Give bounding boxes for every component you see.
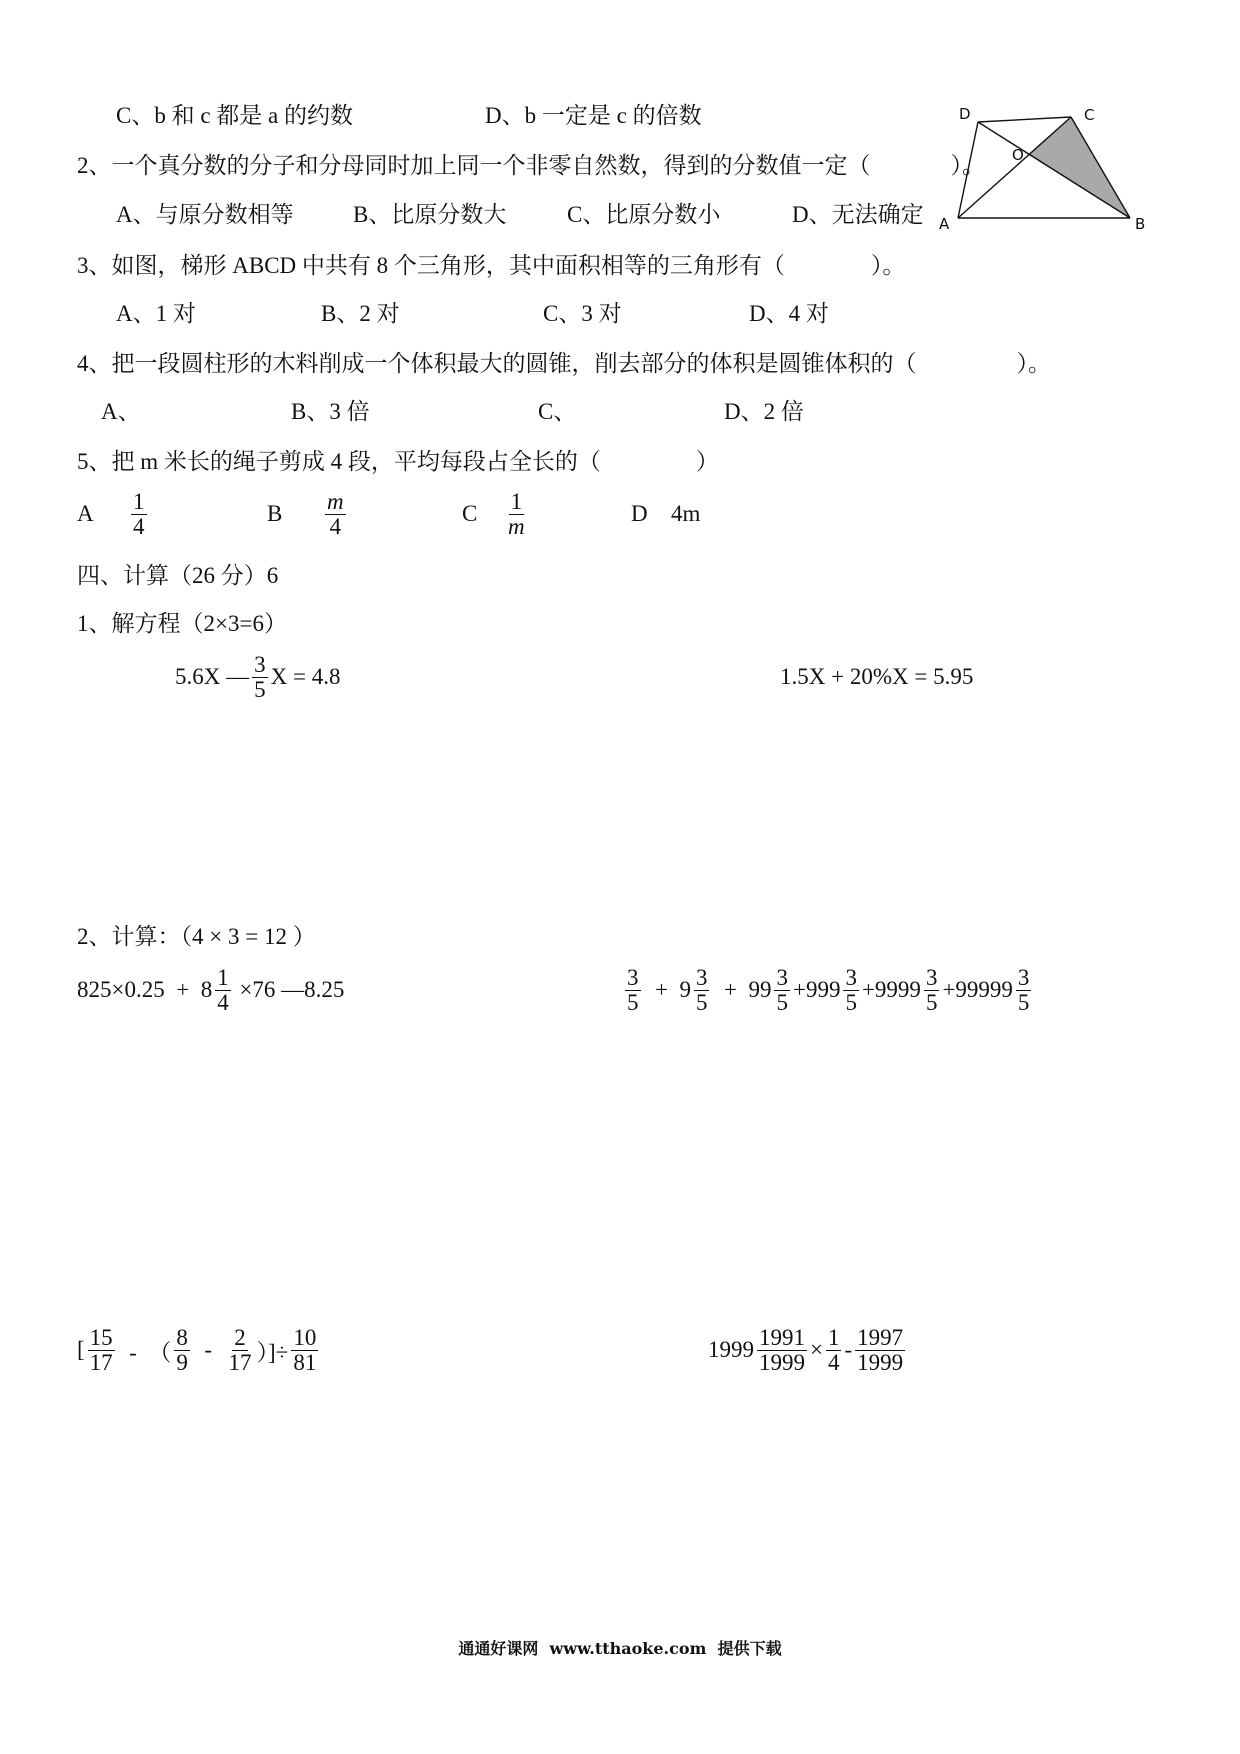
expression-text: 825×0.25 + 8 <box>77 977 213 1002</box>
fraction-numerator: 8 <box>176 1324 188 1350</box>
fraction-denominator: 5 <box>627 989 639 1015</box>
q3-option-d: D、4 对 <box>749 300 829 326</box>
equation-1 <box>175 647 340 707</box>
vertex-label-b: B <box>1135 215 1146 233</box>
q4-option-c: C、 <box>538 398 577 424</box>
vertex-label-a: A <box>939 215 950 233</box>
calculation-2 <box>622 960 1034 1020</box>
q5-option-d-letter: D <box>631 501 648 526</box>
fraction-numerator: 1997 <box>857 1324 904 1350</box>
question-5-stem-end: ） <box>695 448 719 474</box>
expression-text: + 99 <box>712 977 772 1002</box>
fraction-numerator: 1 <box>133 488 145 514</box>
page-footer: 通通好课网 www.tthaoke.com 提供下载 <box>458 1639 782 1658</box>
equation-2: 1.5X + 20%X = 5.95 <box>780 664 974 689</box>
fraction <box>843 966 859 1015</box>
fraction-denominator: 1999 <box>759 1349 805 1375</box>
q3-option-a: A、1 对 <box>116 300 196 326</box>
expression-text: 1999 <box>708 1337 754 1362</box>
fraction <box>325 490 346 539</box>
fraction <box>506 490 527 539</box>
fraction <box>252 653 268 702</box>
fraction-numerator: 3 <box>925 964 938 990</box>
fraction-numerator: 15 <box>89 1324 113 1350</box>
fraction-numerator: 3 <box>1017 964 1030 990</box>
fraction-denominator: 1999 <box>857 1349 904 1375</box>
question-3-stem: 3、如图，梯形 ABCD 中共有 8 个三角形，其中面积相等的三角形有（ <box>77 252 785 278</box>
fraction <box>855 1326 905 1375</box>
fraction <box>215 966 231 1015</box>
vertex-label-c: C <box>1084 106 1095 124</box>
edge-dc <box>978 117 1071 122</box>
fraction-denominator: 5 <box>695 989 708 1015</box>
fraction-numerator: 1 <box>217 964 229 990</box>
question-4-stem: 4、把一段圆柱形的木料削成一个体积最大的圆锥，削去部分的体积是圆锥体积的（ <box>77 350 917 376</box>
q4-option-d: D、2 倍 <box>724 398 804 424</box>
fraction-numerator: m <box>327 488 344 514</box>
question-4-stem-end: ）。 <box>1016 350 1051 376</box>
fraction-numerator: 10 <box>293 1324 317 1350</box>
q1-option-c: C、b 和 c 都是 a 的约数 <box>116 102 354 128</box>
calculation-1 <box>77 960 344 1020</box>
q4-option-a: A、 <box>101 398 141 424</box>
fraction-denominator: 81 <box>293 1349 317 1375</box>
q5-option-d-value: 4m <box>671 501 701 526</box>
fraction <box>174 1326 190 1375</box>
expression-text: +9999 <box>861 977 921 1002</box>
fraction-numerator: 3 <box>627 964 639 990</box>
q2-option-d: D、无法确定 <box>792 201 924 227</box>
vertex-label-d: D <box>959 105 971 123</box>
part-1-title: 1、解方程（2×3=6） <box>77 610 287 636</box>
fraction-denominator: 4 <box>827 1349 840 1375</box>
fraction <box>625 966 641 1015</box>
fraction <box>826 1326 842 1375</box>
expression-text: - <box>844 1337 853 1362</box>
expression-text: 5.6X — <box>175 664 250 689</box>
expression-text: ×76 —8.25 <box>233 977 345 1002</box>
part-2-title: 2、计算：（4 × 3 = 12 ） <box>77 923 316 949</box>
fraction-denominator: 9 <box>176 1349 188 1375</box>
question-2-stem-end: ）。 <box>950 152 985 178</box>
q5-option-a-value <box>128 484 150 544</box>
fraction <box>1016 966 1032 1015</box>
q2-option-a: A、与原分数相等 <box>116 201 294 227</box>
fraction-numerator: 3 <box>695 964 708 990</box>
question-3-stem-end: ）。 <box>870 252 906 278</box>
q4-option-b: B、3 倍 <box>291 398 370 424</box>
fraction-denominator: 5 <box>1017 989 1030 1015</box>
q5-option-c-letter: C <box>462 501 478 526</box>
calculation-4 <box>708 1320 908 1380</box>
answer-blank <box>917 356 1017 366</box>
fraction-numerator: 2 <box>234 1324 246 1350</box>
fraction-denominator: 17 <box>228 1349 252 1375</box>
answer-blank <box>601 454 696 464</box>
answer-blank <box>871 158 951 168</box>
fraction-denominator: 5 <box>776 989 788 1015</box>
fraction <box>924 966 940 1015</box>
fraction-denominator: 5 <box>845 989 857 1015</box>
expression-text: - <box>192 1337 224 1362</box>
expression-text: - （ <box>117 1339 172 1365</box>
question-5 <box>77 429 719 489</box>
q5-option-c-value <box>503 484 530 544</box>
fraction-numerator: 1 <box>827 1324 840 1350</box>
fraction-denominator: 4 <box>217 989 229 1015</box>
fraction-denominator: m <box>508 513 525 539</box>
expression-text: × <box>810 1337 823 1362</box>
q5-option-a-letter: A <box>77 501 94 526</box>
question-5-stem: 5、把 m 米长的绳子剪成 4 段，平均每段占全长的（ <box>77 448 601 474</box>
fraction <box>774 966 790 1015</box>
fraction-denominator: 4 <box>133 513 145 539</box>
q5-option-b-letter: B <box>267 501 283 526</box>
q2-option-c: C、比原分数小 <box>567 201 721 227</box>
fraction <box>757 1326 807 1375</box>
fraction-numerator: 3 <box>845 964 857 990</box>
expression-text: ）]÷ <box>256 1339 289 1365</box>
fraction-numerator: 1 <box>510 488 523 514</box>
fraction-numerator: 1991 <box>759 1324 805 1350</box>
fraction <box>694 966 710 1015</box>
fraction-denominator: 5 <box>925 989 938 1015</box>
q1-option-d: D、b 一定是 c 的倍数 <box>485 102 702 128</box>
expression-text: + 9 <box>643 977 691 1002</box>
fraction-denominator: 17 <box>89 1349 113 1375</box>
expression-text: X = 4.8 <box>270 664 341 689</box>
q2-option-b: B、比原分数大 <box>353 201 507 227</box>
q3-option-b: B、2 对 <box>321 300 400 326</box>
expression-text: [ <box>77 1337 85 1362</box>
fraction <box>227 1326 254 1375</box>
fraction <box>88 1326 115 1375</box>
q3-option-c: C、3 对 <box>543 300 622 326</box>
section-4-title: 四、计算（26 分）6 <box>77 562 279 588</box>
fraction-numerator: 3 <box>254 651 266 677</box>
fraction <box>291 1326 318 1375</box>
answer-blank <box>785 258 871 268</box>
expression-text: +99999 <box>942 977 1013 1002</box>
calculation-3 <box>77 1320 321 1380</box>
fraction-denominator: 5 <box>254 676 266 702</box>
q5-option-b-value <box>322 484 349 544</box>
expression-text: +999 <box>792 977 841 1002</box>
fraction-denominator: 4 <box>329 513 342 539</box>
question-2-stem: 2、一个真分数的分子和分母同时加上同一个非零自然数，得到的分数值一定（ <box>77 152 871 178</box>
vertex-label-o: O <box>1012 146 1024 164</box>
fraction-numerator: 3 <box>776 964 788 990</box>
fraction <box>131 490 147 539</box>
